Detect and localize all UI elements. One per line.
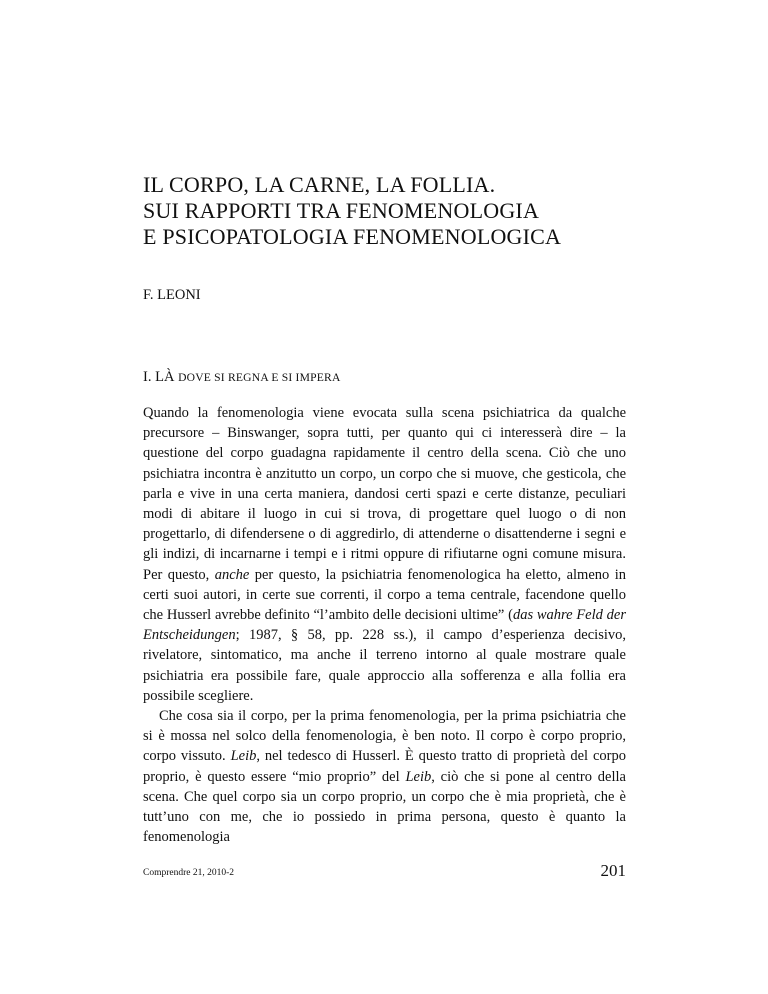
paragraph-1 (143, 403, 626, 706)
paragraph-2-emphasis-b: Leib (405, 768, 432, 785)
paragraph-2-text-a: Che cosa sia il corpo, per la prima fenomenologia, per la prima psichiatria che si è mossa nel solco della fenomenologia, è ben noto. Il corpo è corpo proprio, corpo vissuto. (143, 708, 626, 765)
article-title (143, 172, 623, 250)
page-number: 201 (600, 861, 626, 880)
section-numeral: I. (143, 369, 152, 385)
author-name: F. LEONI (143, 287, 201, 303)
journal-reference: Comprendre 21, 2010-2 (143, 868, 235, 878)
body-text (143, 403, 626, 847)
section-heading (143, 369, 341, 386)
paragraph-2-emphasis-a: Leib (230, 748, 257, 765)
paragraph-1-emphasis-a: anche (214, 566, 250, 583)
paragraph-1-text-b: per questo, la psichiatria fenomenologica ha eletto, almeno in certi suoi autori, in certe sue correnti, il corpo a tema centrale, facendone quello che Husserl avrebbe definito “l’ambito delle decisioni ultime” ( (143, 566, 626, 624)
paragraph-1-emphasis-b: das wahre Feld der Entscheidungen (143, 607, 626, 644)
section-heading-first: LÀ (155, 369, 175, 385)
paragraph-2 (143, 706, 626, 847)
section-heading-rest: DOVE SI REGNA E SI IMPERA (178, 371, 341, 384)
paragraph-2-text-c: , ciò che si pone al centro della scena. Che quel corpo sia un corpo proprio, un corpo che è mia proprietà, che è tutt’uno con me, che io possiedo in prima persona, questo è quanto la fenomenologia (143, 768, 626, 846)
title-line-1: IL CORPO, LA CARNE, LA FOLLIA. (143, 172, 496, 197)
title-line-3: E PSICOPATOLOGIA FENOMENOLOGICA (143, 224, 562, 249)
paragraph-1-text-a: Quando la fenomenologia viene evocata sulla scena psichiatrica da qualche precursore – Binswanger, sopra tutti, per quanto qui ci interesserà dire – la questione del corpo guadagna rapidamente il centro della scena. Ciò che uno psichiatra incontra è anzitutto un corpo, un corpo che si muove, che gesticola, che parla e vive in una certa maniera, dandosi certi spazi e certe distanze, peculiari modi di abitare il luogo in cui si trova, di progettare quel luogo o di non progettarlo, di difendersene o di aggredirlo, di attenderne o disattenderne i segni e gli indizi, di incarnarne i tempi e i ritmi oppure di rifiutarne ogni comune misura. Per questo, (143, 405, 626, 583)
paragraph-2-text-b: , nel tedesco di Husserl. È questo tratto di proprietà del corpo proprio, è questo essere “mio proprio” del (143, 748, 627, 785)
title-line-2: SUI RAPPORTI TRA FENOMENOLOGIA (143, 198, 540, 223)
paragraph-1-text-c: ; 1987, § 58, pp. 228 ss.), il campo d’esperienza decisivo, rivelatore, sintomatico, ma anche il terreno intorno al quale mostrare quale psichiatria era possibile fare, quale approccio alla sofferenza e alla follia era possibile scegliere. (143, 627, 626, 704)
